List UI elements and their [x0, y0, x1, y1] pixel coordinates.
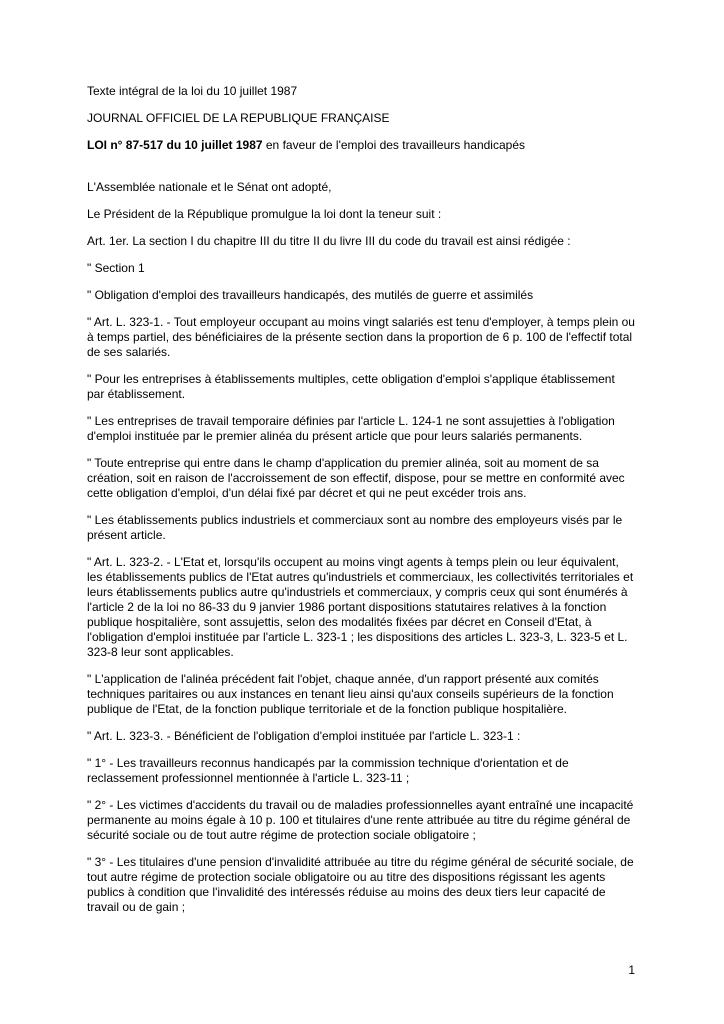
paragraph-text: " Art. L. 323-3. - Bénéficient de l'obligation d'emploi instituée par l'article L. 323-1 : [87, 729, 521, 743]
paragraph [87, 138, 635, 153]
paragraph-text: Art. 1er. La section I du chapitre III du titre II du livre III du code du travail est ainsi rédigée : [87, 234, 571, 248]
paragraph-text: " Les établissements publics industriels et commerciaux sont au nombre des employeurs visés par le présent article. [87, 513, 623, 542]
paragraph [87, 729, 635, 744]
paragraph [87, 372, 635, 402]
paragraph [87, 555, 635, 660]
paragraph-text: en faveur de l'emploi des travailleurs handicapés [262, 138, 525, 152]
paragraph-text: Texte intégral de la loi du 10 juillet 1987 [87, 84, 298, 98]
paragraph [87, 207, 635, 222]
paragraph [87, 672, 635, 717]
paragraph-text: " Section 1 [87, 261, 145, 275]
paragraph [87, 798, 635, 843]
paragraph [87, 261, 635, 276]
paragraph [87, 456, 635, 501]
paragraph-text: " Art. L. 323-1. - Tout employeur occupant au moins vingt salariés est tenu d'employer, à temps plein ou à temps partiel, des bénéficiaires de la présente section dans la proportion de 6 p. 100 de l'effectif total de ses salariés. [87, 315, 635, 359]
paragraph [87, 315, 635, 360]
paragraph-text: " Obligation d'emploi des travailleurs handicapés, des mutilés de guerre et assimilés [87, 288, 534, 302]
paragraph [87, 180, 635, 195]
paragraph-text-bold: LOI n° 87-517 du 10 juillet 1987 [87, 138, 263, 152]
paragraph [87, 513, 635, 543]
paragraph-text: L'Assemblée nationale et le Sénat ont adopté, [87, 180, 332, 194]
paragraph-text: Le Président de la République promulgue la loi dont la teneur suit : [87, 207, 442, 221]
paragraph-text: JOURNAL OFFICIEL DE LA REPUBLIQUE FRANÇAISE [87, 111, 390, 125]
paragraph [87, 756, 635, 786]
paragraph-text: " 3° - Les titulaires d'une pension d'invalidité attribuée au titre du régime général de sécurité sociale, de tout autre régime de protection sociale obligatoire ou au titre des dispositions régissant les agents publics à condition que l'invalidité des intéressés réduise au moins des deux tiers leur capacité de travail ou de gain ; [87, 855, 634, 914]
paragraph-text: " Toute entreprise qui entre dans le champ d'application du premier alinéa, soit au moment de sa création, soit en raison de l'accroissement de son effectif, dispose, pour se mettre en conformité avec cette obligation d'emploi, d'un délai fixé par décret et qui ne peut excéder trois ans. [87, 456, 625, 500]
paragraph [87, 855, 635, 915]
paragraph-text: " Les entreprises de travail temporaire définies par l'article L. 124-1 ne sont assujetties à l'obligation d'emploi instituée par le premier alinéa du présent article que pour leurs salariés permanents. [87, 414, 615, 443]
paragraph [87, 111, 635, 126]
paragraph [87, 84, 635, 99]
paragraph [87, 414, 635, 444]
page-number: 1 [628, 963, 635, 977]
paragraph [87, 288, 635, 303]
paragraph-text: " 2° - Les victimes d'accidents du travail ou de maladies professionnelles ayant entraîné une incapacité permanente au moins égale à 10 p. 100 et titulaires d'une rente attribuée au titre du régime général de sécurité sociale ou de tout autre régime de protection sociale obligatoire ; [87, 798, 634, 842]
paragraph-text: " L'application de l'alinéa précédent fait l'objet, chaque année, d'un rapport présenté aux comités techniques paritaires ou aux instances en tenant lieu ainsi qu'aux conseils supérieurs de la fonction publique de l'Etat, de la fonction publique territoriale et de la fonction publique hospitalière. [87, 672, 614, 716]
paragraph-text: " Art. L. 323-2. - L'Etat et, lorsqu'ils occupent au moins vingt agents à temps plein ou leur équivalent, les établissements publics de l'Etat autres qu'industriels et commerciaux, les collectivités territoriales et leurs établissements publics autre qu'industriels et commerciaux, y compris ceux qui sont énumérés à l'article 2 de la loi no 86-33 du 9 janvier 1986 portant dispositions statutaires relatives à la fonction publique hospitalière, sont assujettis, selon des modalités fixées par décret en Conseil d'Etat, à l'obligation d'emploi instituée par l'article L. 323-1 ; les dispositions des articles L. 323-3, L. 323-5 et L. 323-8 leur sont applicables. [87, 555, 634, 659]
paragraph-text: " 1° - Les travailleurs reconnus handicapés par la commission technique d'orientation et de reclassement professionnel mentionnée à l'article L. 323-11 ; [87, 756, 569, 785]
document-body [87, 84, 635, 927]
paragraph [87, 234, 635, 249]
paragraph-text: " Pour les entreprises à établissements multiples, cette obligation d'emploi s'applique établissement par établissement. [87, 372, 615, 401]
